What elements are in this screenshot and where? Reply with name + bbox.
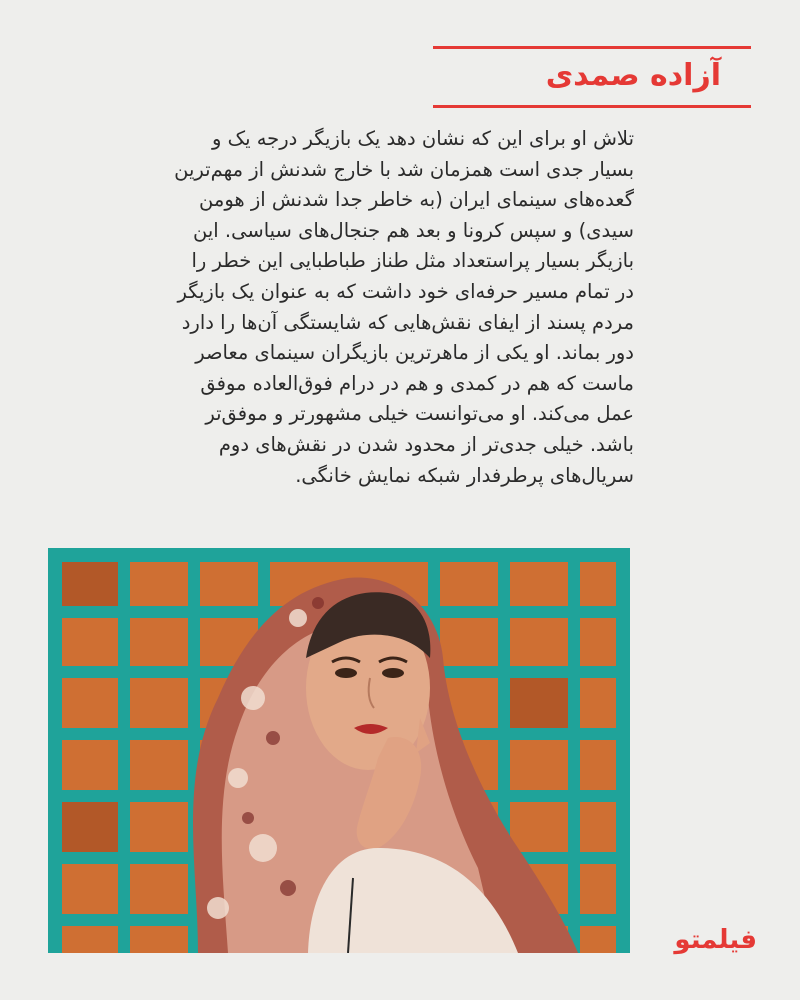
title-top-rule: [433, 46, 751, 49]
body-line: بازیگر بسیار پراستعداد مثل طناز طباطبایی این خطر را: [191, 249, 634, 273]
body-line: باشد. خیلی جدی‌تر از محدود شدن در نقش‌های دوم: [218, 432, 634, 456]
body-line: در تمام مسیر حرفه‌ای خود داشت که به عنوان یک بازیگر: [177, 279, 634, 303]
title-bottom-rule: [433, 105, 751, 108]
actress-photo: [48, 548, 630, 953]
body-line: مردم پسند از ایفای نقش‌هایی که شایستگی آن‌ها را دارد: [181, 310, 634, 334]
body-line: تلاش او برای این که نشان دهد یک بازیگر درجه یک و: [212, 127, 634, 150]
brand-logo: [637, 918, 757, 962]
article-body: [48, 124, 634, 491]
body-line: ماست که هم در کمدی و هم در درام فوق‌العاده موفق: [200, 371, 634, 395]
article-title-block: [433, 46, 751, 108]
body-line: عمل می‌کند. او می‌توانست خیلی مشهورتر و موفق‌تر: [205, 402, 634, 426]
body-line: گعده‌های سینمای ایران (به خاطر جدا شدنش از هومن: [199, 188, 634, 212]
body-line: سریال‌های پرطرفدار شبکه نمایش خانگی.: [295, 463, 634, 487]
body-line: دور بماند. او یکی از ماهرترین بازیگران سینمای معاصر: [195, 341, 634, 365]
brand-logo-text: فیلمتو: [674, 925, 757, 955]
body-line: بسیار جدی است همزمان شد با خارج شدنش از مهم‌ترین: [174, 157, 634, 181]
body-line: سیدی) و سپس کرونا و بعد هم جنجال‌های سیاسی. این: [193, 218, 634, 242]
article-title: آزاده صمدی: [545, 58, 721, 93]
